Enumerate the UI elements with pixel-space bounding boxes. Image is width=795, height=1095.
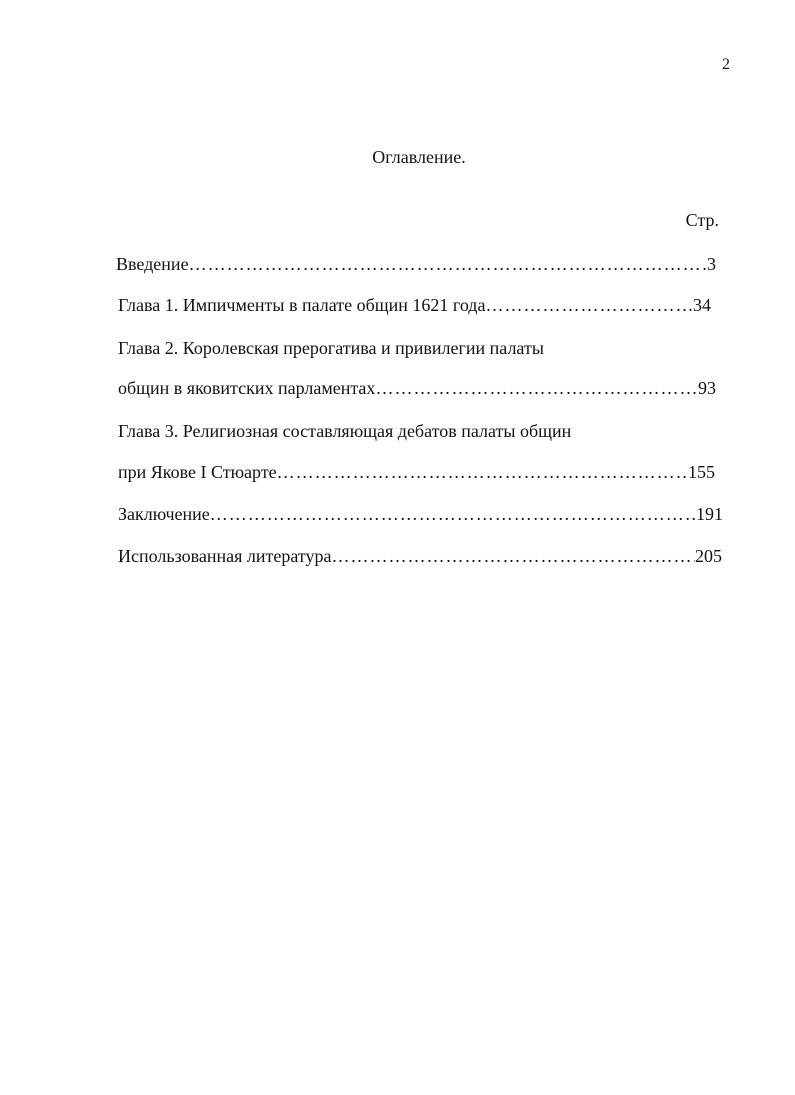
toc-leader-dots: [189, 252, 707, 276]
toc-entry-page: 205: [695, 546, 722, 566]
toc-entry-chapter-3-continuation[interactable]: [118, 460, 715, 484]
toc-leader-dots: [331, 544, 695, 568]
toc-entry-label: Глава 3. Религиозная составляющая дебатов палаты общин: [118, 421, 572, 441]
toc-leader-dots: [277, 460, 688, 484]
toc-entry-label: общин в яковитских парламентах: [118, 378, 376, 398]
toc-title: Оглавление.: [372, 147, 466, 167]
toc-entry-page: 3: [707, 254, 716, 274]
page-column-label: Стр.: [685, 210, 719, 230]
toc-entry-label: Использованная литература: [118, 546, 332, 566]
toc-leader-dots: [485, 293, 693, 317]
toc-entry-page: 93: [698, 378, 716, 398]
toc-entry-label: Глава 1. Импичменты в палате общин 1621 года: [118, 295, 486, 315]
toc-entry-chapter-3-title[interactable]: [118, 419, 718, 443]
toc-entry-conclusion[interactable]: [118, 502, 723, 526]
page-number: 2: [722, 56, 730, 73]
toc-entry-page: 34: [693, 295, 711, 315]
toc-entry-label: при Якове I Стюарте: [118, 462, 277, 482]
toc-entry-introduction[interactable]: [116, 252, 716, 276]
toc-leader-dots: [210, 502, 696, 526]
toc-entry-page: 155: [688, 462, 715, 482]
toc-entry-bibliography[interactable]: [118, 544, 722, 568]
toc-entry-chapter-2-title[interactable]: [118, 336, 718, 360]
toc-entry-chapter-1[interactable]: [118, 293, 711, 317]
toc-entry-chapter-2-continuation[interactable]: [118, 376, 716, 400]
toc-entry-label: Заключение: [118, 504, 210, 524]
toc-leader-dots: [375, 376, 698, 400]
toc-entry-label: Введение: [116, 254, 189, 274]
toc-entry-page: 191: [696, 504, 723, 524]
toc-entry-label: Глава 2. Королевская прерогатива и привилегии палаты: [118, 338, 544, 358]
